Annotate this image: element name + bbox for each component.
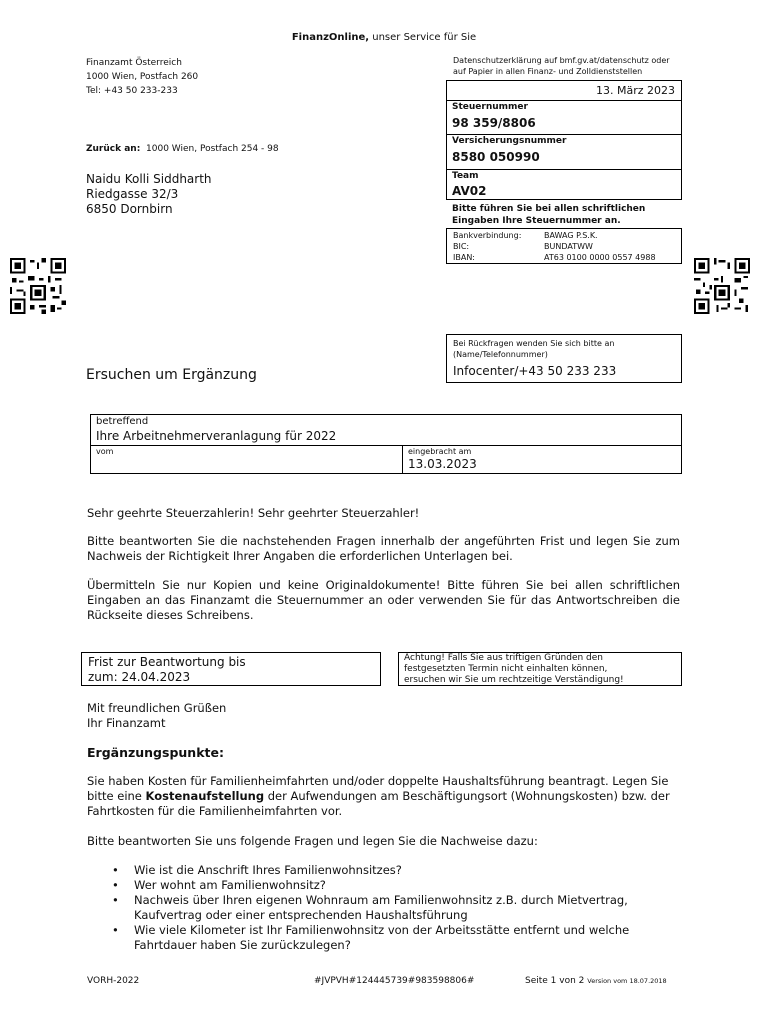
return-address-value: 1000 Wien, Postfach 254 - 98 <box>146 144 279 154</box>
team-value: AV02 <box>452 184 487 198</box>
subject-box <box>90 414 682 474</box>
versicherungsnummer-label: Versicherungsnummer <box>452 136 567 146</box>
contact-box <box>446 334 682 383</box>
recipient-city: 6850 Dornbirn <box>86 202 173 216</box>
steuernummer-hint <box>452 203 645 227</box>
footer-code: #JVPVH#124445739#983598806# <box>314 976 475 986</box>
deadline-label: Frist zur Beantwortung bis <box>88 655 246 669</box>
privacy-note <box>453 55 670 77</box>
warning-line: ersuchen wir Sie um rechtzeitige Verständigung! <box>404 675 624 685</box>
versicherungsnummer-value: 8580 050990 <box>452 150 540 164</box>
list-item: • Wie viele Kilometer ist Ihr Familienwohnsitz von der Arbeitsstätte entfernt und welche Fahrtdauer haben Sie zurückzulegen? <box>87 923 680 953</box>
section-heading: Ergänzungspunkte: <box>87 745 224 760</box>
vom-label: vom <box>91 446 403 474</box>
steuernummer-label: Steuernummer <box>452 102 528 112</box>
recipient-street: Riedgasse 32/3 <box>86 187 179 201</box>
footer-page: Seite 1 von 2 <box>525 976 585 986</box>
footer-form-id: VORH-2022 <box>87 976 140 986</box>
salutation: Sehr geehrte Steuerzahlerin! Sehr geehrter Steuerzahler! <box>87 506 420 520</box>
sender-address: 1000 Wien, Postfach 260 <box>86 72 199 82</box>
iban-label: IBAN: <box>453 253 475 262</box>
privacy-note-line: auf Papier in allen Finanz- und Zolldienststellen <box>453 67 643 76</box>
betreffend-value: Ihre Arbeitnehmerveranlagung für 2022 <box>96 429 337 443</box>
points-paragraph-1 <box>87 774 680 819</box>
contact-line: Bei Rückfragen wenden Sie sich bitte an <box>453 339 615 348</box>
list-item: • Wer wohnt am Familienwohnsitz? <box>87 878 680 893</box>
eingebracht-value: 13.03.2023 <box>408 457 477 471</box>
contact-value: Infocenter/+43 50 233 233 <box>453 364 617 378</box>
points-paragraph-2: Bitte beantworten Sie uns folgende Fragen und legen Sie die Nachweise dazu: <box>87 834 538 848</box>
warning-line: Achtung! Falls Sie aus triftigen Gründen den <box>404 653 604 663</box>
return-address-label: Zurück an: <box>86 144 141 154</box>
warning-box <box>398 652 682 686</box>
qr-code-left-icon <box>10 258 66 314</box>
betreffend-label: betreffend <box>96 416 149 427</box>
paragraph-2: Übermitteln Sie nur Kopien und keine Originaldokumente! Bitte führen Sie bei allen schriftlichen Eingaben an das Finanzamt die Steuernummer an oder verwenden Sie für das Antwortschreiben die Rückseite dieses Schreibens. <box>87 578 680 622</box>
points-text: Sie haben Kosten für Familienheimfahrten und/oder doppelte Haushaltsführung beantragt. Legen Sie bitte eine <box>87 774 669 803</box>
bank-details-box <box>446 228 682 264</box>
list-item: • Wie ist die Anschrift Ihres Familienwohnsitzes? <box>87 863 680 878</box>
document-title: Ersuchen um Ergänzung <box>86 367 257 383</box>
sender-phone: Tel: +43 50 233-233 <box>86 86 178 96</box>
points-bold-text: Kostenaufstellung <box>145 789 265 803</box>
qr-code-right-icon <box>694 258 750 314</box>
hint-line: Eingaben Ihre Steuernummer an. <box>452 216 621 226</box>
sender-block <box>86 56 198 98</box>
hint-line: Bitte führen Sie bei allen schriftlichen <box>452 204 646 214</box>
bank-name: BAWAG P.S.K. <box>544 231 598 240</box>
eingebracht-label: eingebracht am <box>408 447 472 456</box>
page-header <box>0 32 768 43</box>
points-text: der Aufwendungen am Beschäftigungsort (Wohnungskosten) bzw. der Fahrtkosten für die Familienheimfahrten vor. <box>87 789 670 818</box>
sender-name: Finanzamt Österreich <box>86 58 182 68</box>
list-item: • Nachweis über Ihren eigenen Wohnraum am Familienwohnsitz z.B. durch Mietvertrag, Kaufvertrag oder einer entsprechenden Haushaltsführung <box>87 893 680 923</box>
letter-date: 13. März 2023 <box>447 81 681 101</box>
warning-line: festgesetzten Termin nicht einhalten können, <box>404 664 608 674</box>
bank-label: Bankverbindung: <box>453 231 522 240</box>
paragraph-1: Bitte beantworten Sie die nachstehenden Fragen innerhalb der angeführten Frist und legen Sie zum Nachweis der Richtigkeit Ihrer Angaben die erforderlichen Unterlagen bei. <box>87 534 680 563</box>
footer-version: Version vom 18.07.2018 <box>587 977 667 985</box>
brand-tagline: unser Service für Sie <box>369 32 477 43</box>
closing <box>87 701 226 731</box>
recipient-address <box>86 172 212 217</box>
deadline-value: zum: 24.04.2023 <box>88 670 191 684</box>
privacy-note-line: Datenschutzerklärung auf bmf.gv.at/datenschutz oder <box>453 56 670 65</box>
closing-line: Ihr Finanzamt <box>87 716 166 730</box>
closing-line: Mit freundlichen Grüßen <box>87 701 227 715</box>
bic-value: BUNDATWW <box>544 242 593 251</box>
team-label: Team <box>452 171 479 181</box>
brand-name: FinanzOnline, <box>291 32 370 43</box>
footer-page-info <box>525 976 667 986</box>
return-address <box>86 144 279 154</box>
iban-value: AT63 0100 0000 0557 4988 <box>544 253 656 262</box>
bic-label: BIC: <box>453 242 470 251</box>
deadline-box <box>81 652 381 686</box>
tax-info-box <box>446 80 682 200</box>
steuernummer-value: 98 359/8806 <box>452 116 536 130</box>
recipient-name: Naidu Kolli Siddharth <box>86 172 212 186</box>
contact-line: (Name/Telefonnummer) <box>453 350 548 359</box>
question-list <box>87 863 680 953</box>
